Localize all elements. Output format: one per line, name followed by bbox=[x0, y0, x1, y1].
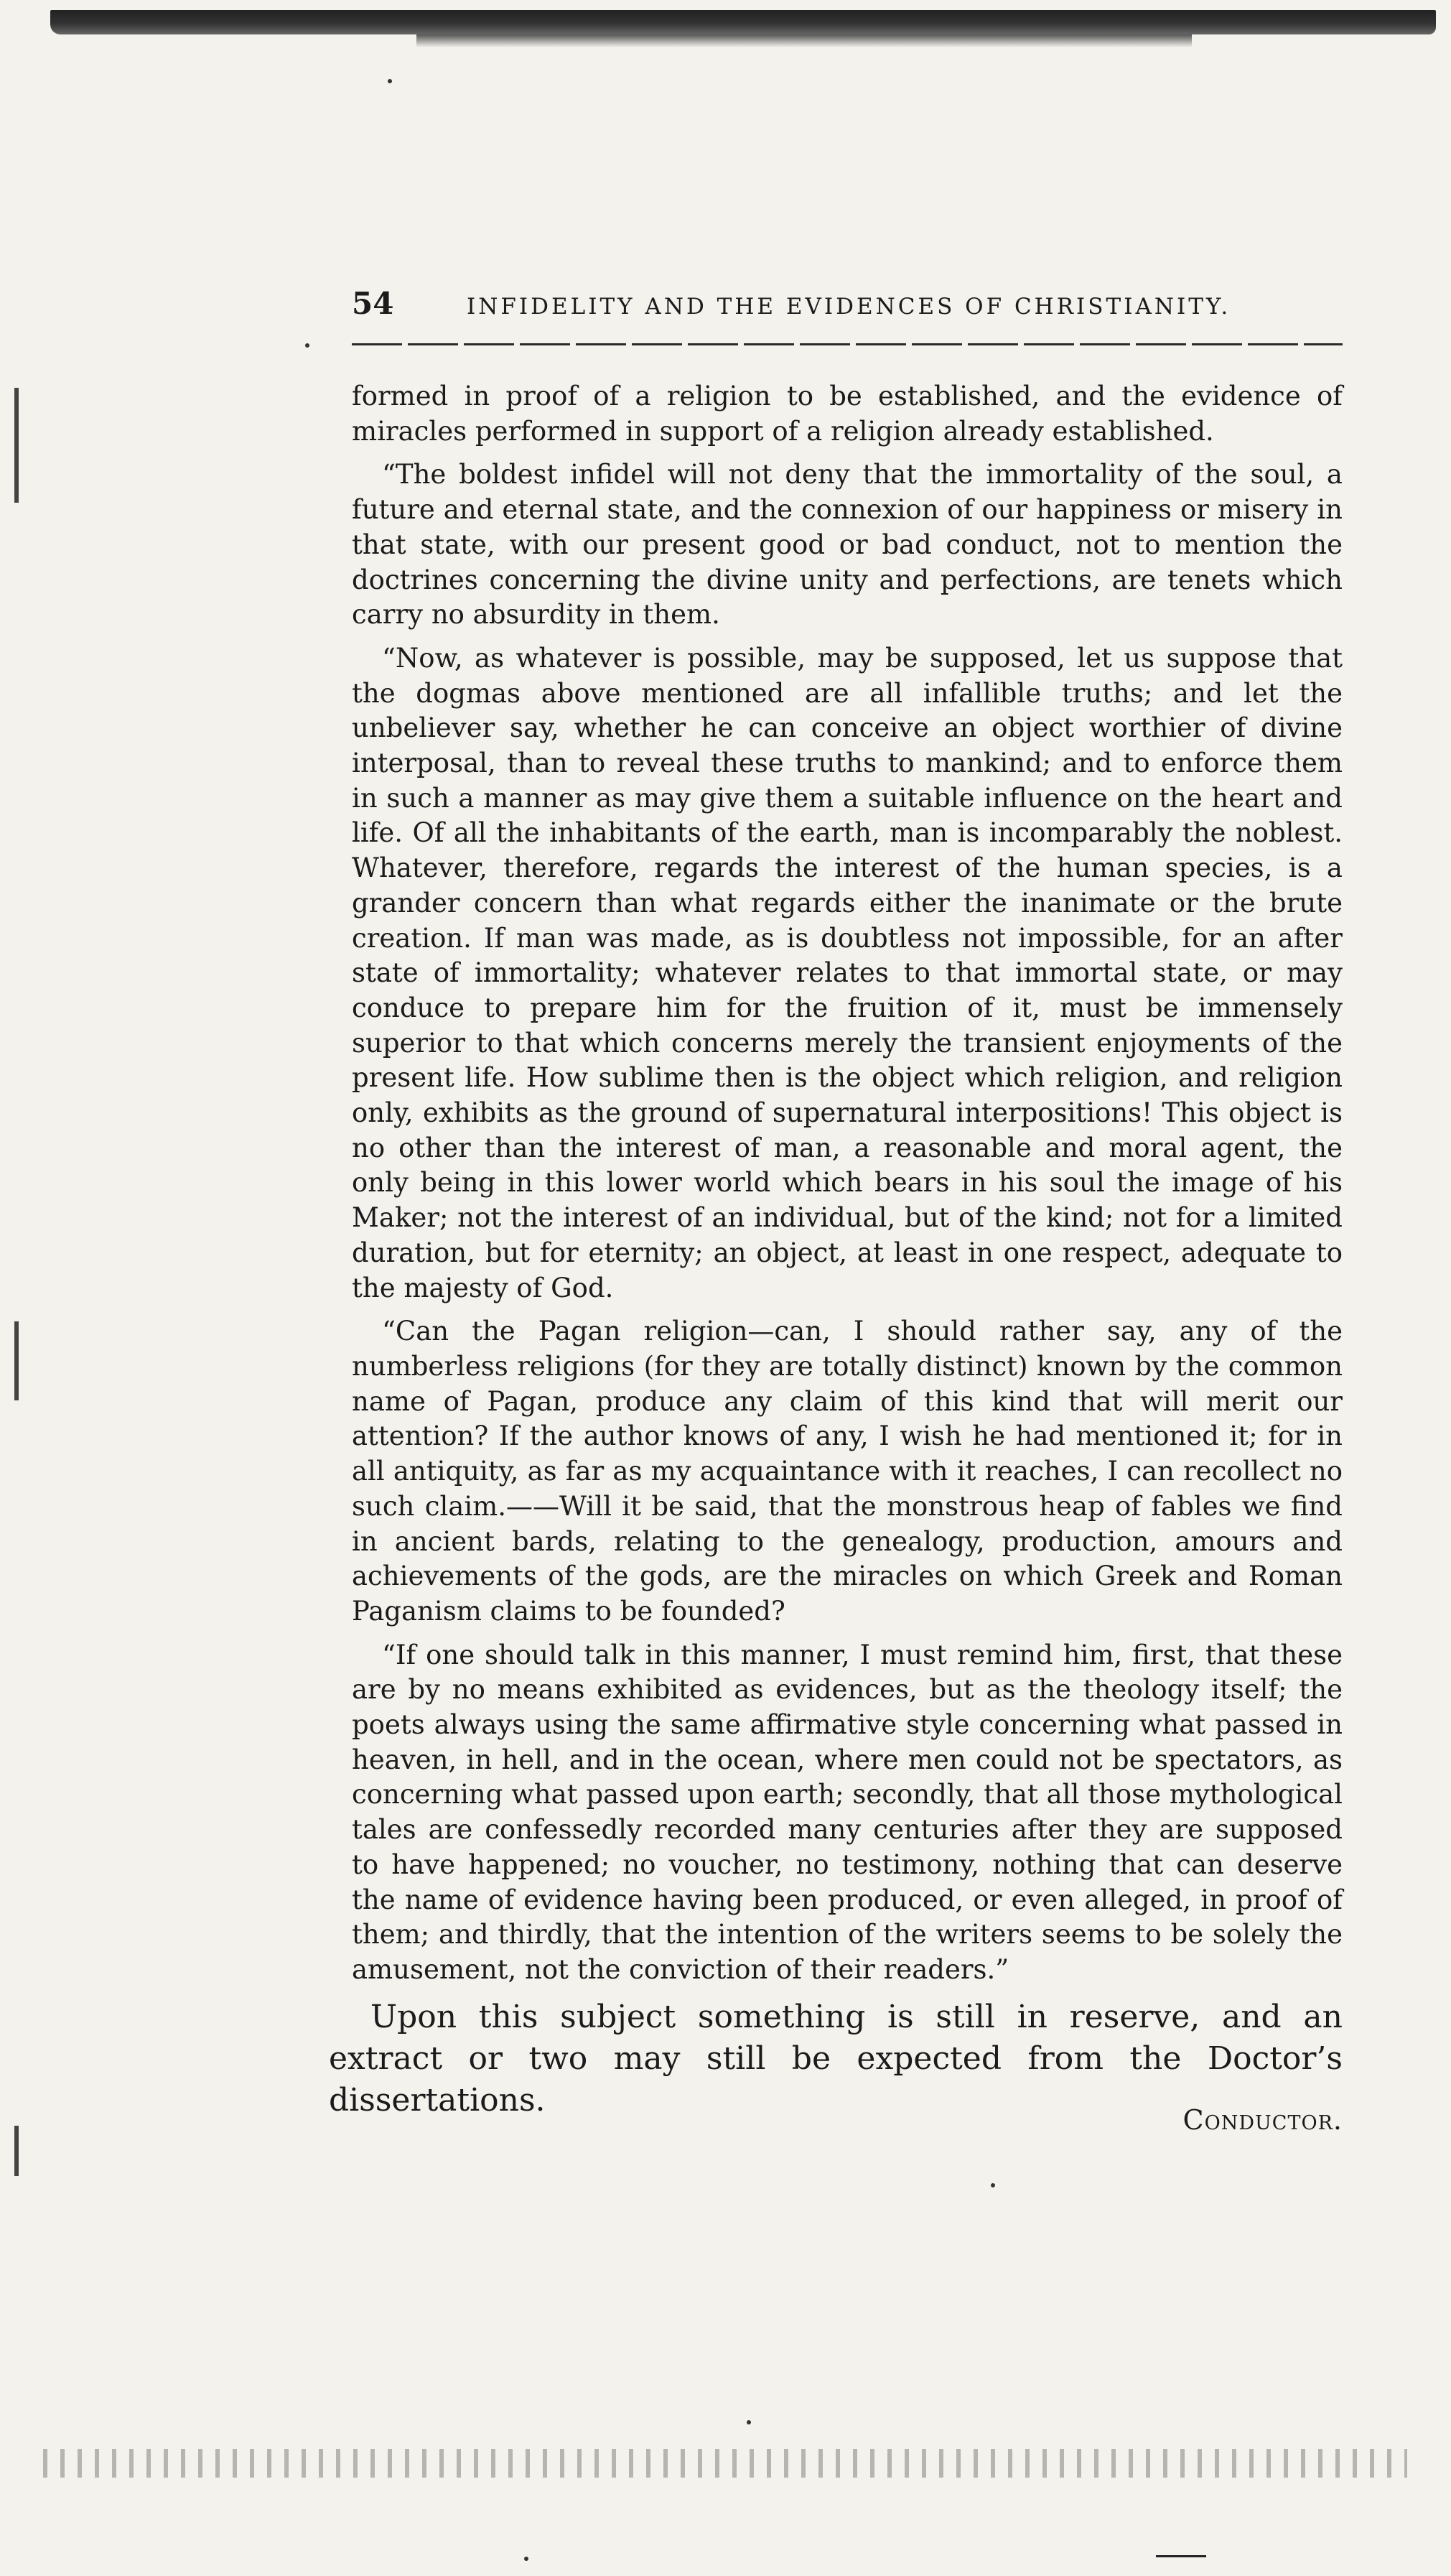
body-text bbox=[352, 379, 1343, 1996]
margin-mark bbox=[14, 388, 19, 503]
scan-speck bbox=[747, 2420, 751, 2424]
closing-paragraph: Upon this subject something is still in reserve, and an extract or two may still be expected from the Doctor’s dissertations. bbox=[329, 1999, 1343, 2119]
scan-speck bbox=[305, 343, 309, 348]
scan-edge-shadow bbox=[50, 10, 1436, 34]
paragraph-pagan-religion: “Can the Pagan religion—can, I should rather say, any of the numberless religions (for they are totally distinct) known by the common name of Pagan, produce any claim of this kind that will merit our attention? If the author knows of any, I wish he had mentioned it; for in all antiquity, as far as my acquaintance with it reaches, I can recollect no such claim.——Will it be said, that the monstrous heap of fables we find in ancient bards, relating to the genealogy, production, amours and achievements of the gods, are the miracles on which Greek and Roman Paganism claims to be founded? bbox=[352, 1316, 1343, 1627]
scan-speck bbox=[388, 79, 392, 83]
scan-speck bbox=[991, 2183, 995, 2187]
footer-rule bbox=[1156, 2555, 1206, 2557]
paragraph-boldest-infidel: “The boldest infidel will not deny that the immortality of the soul, a future and eternal state, and the connexion of our happiness or misery in that state, with our present good or bad conduct, not to mention the doctrines concerning the divine unity and perfections, are tenets which carry no absurdity in them. bbox=[352, 459, 1343, 631]
signature: Conductor. bbox=[1182, 2104, 1343, 2136]
header-rule bbox=[352, 343, 1343, 345]
scan-edge-shadow-tail bbox=[416, 34, 1192, 47]
running-head bbox=[352, 286, 1343, 329]
paragraph-continuation: formed in proof of a religion to be established, and the evidence of miracles performed in support of a religion already established. bbox=[352, 381, 1343, 447]
closing-note bbox=[329, 1996, 1343, 2121]
margin-mark bbox=[14, 1321, 19, 1400]
paragraph-talk-in-this-manner: “If one should talk in this manner, I must remind him, first, that these are by no means exhibited as evidences, but as the theology itself; the poets always using the same affirmative style concerning what passed in heaven, in hell, and in the ocean, where men could not be spectators, as concerning what passed upon earth; secondly, that all those mythological tales are confessedly recorded many centuries after they are supposed to have happened; no voucher, no testimony, nothing that can deserve the name of evidence having been produced, or even alleged, in proof of them; and thirdly, that the intention of the writers seems to be solely the amusement, not the conviction of their readers.” bbox=[352, 1639, 1343, 1985]
page-number: 54 bbox=[352, 286, 394, 321]
scan-bottom-noise bbox=[43, 2449, 1407, 2478]
scan-speck bbox=[524, 2557, 528, 2561]
margin-mark bbox=[14, 2126, 19, 2176]
paragraph-whatever-is-possible: “Now, as whatever is possible, may be supposed, let us suppose that the dogmas above mentioned are all infallible truths; and let the unbeliever say, whether he can conceive an object worthier of divine interposal, than to reveal these truths to mankind; and to enforce them in such a manner as may give them a suitable influence on the heart and life. Of all the inhabitants of the earth, man is incomparably the noblest. Whatever, therefore, regards the interest of the human species, is a grander concern than what regards either the inanimate or the brute creation. If man was made, as is doubtless not impossible, for an after state of immortality; whatever relates to that immortal state, or may conduce to prepare him for the fruition of it, must be immensely superior to that which concerns merely the transient enjoyments of the present life. How sublime then is the object which religion, and religion only, exhibits as the ground of supernatural interpositions! This object is no other than the interest of man, a reasonable and moral agent, the only being in this lower world which bears in his soul the image of his Maker; not the interest of an individual, but of the kind; not for a limited duration, but for eternity; an object, at least in one respect, adequate to the majesty of God. bbox=[352, 642, 1343, 1303]
running-title: INFIDELITY AND THE EVIDENCES OF CHRISTIANITY. bbox=[467, 294, 1231, 320]
